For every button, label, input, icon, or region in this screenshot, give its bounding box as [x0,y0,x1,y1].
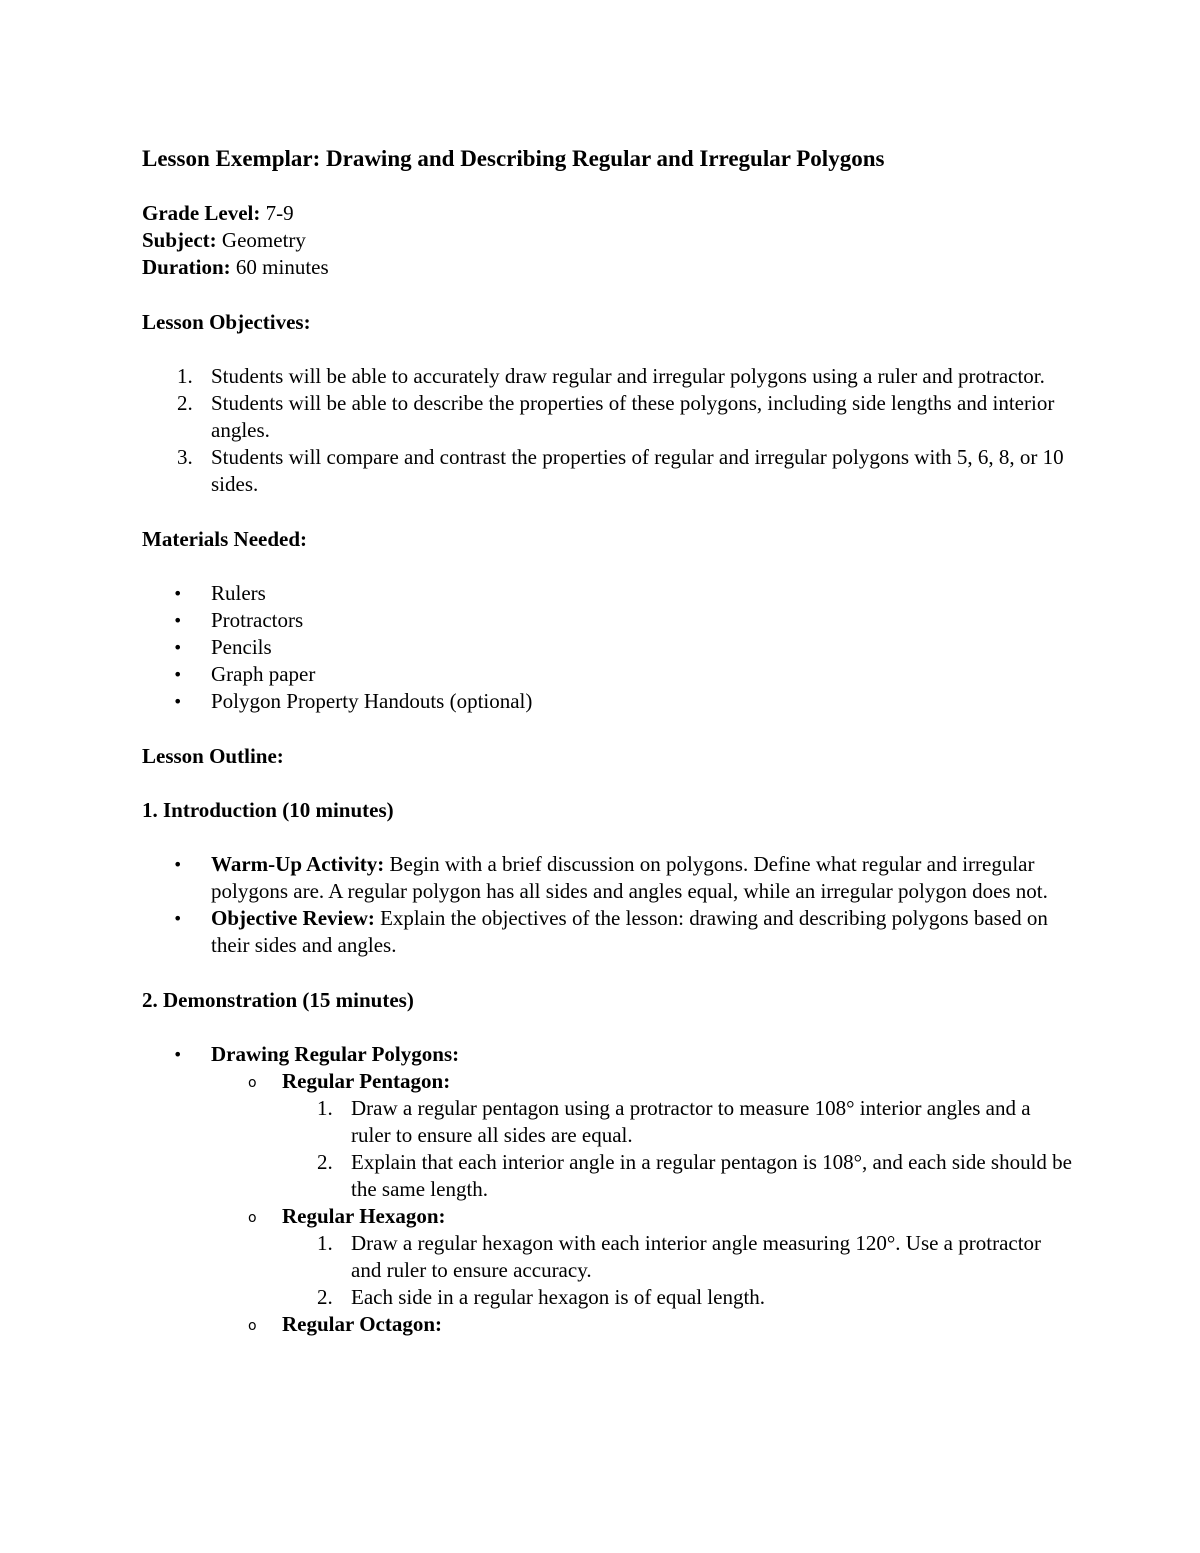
list-marker: 2. [317,1285,333,1309]
list-item [142,634,1072,661]
pentagon-label: Regular Pentagon: [282,1069,451,1093]
demonstration-list [142,1041,1072,1338]
bullet-icon: • [173,909,183,928]
duration-value: 60 minutes [230,255,329,279]
introduction-heading: 1. Introduction (10 minutes) [142,798,394,822]
hexagon-steps [282,1230,1072,1311]
lesson-title: Lesson Exemplar: Drawing and Describing Regular and Irregular Polygons [142,146,885,171]
list-item [142,580,1072,607]
duration-label: Duration: [142,255,231,279]
objective-text: Students will be able to accurately draw regular and irregular polygons using a ruler and protractor. [211,364,1045,388]
duration-line [142,254,1072,281]
list-item [142,1041,1072,1338]
list-item [142,851,1072,905]
list-marker: 1. [317,1096,333,1120]
list-item [211,1311,1072,1338]
list-item [142,661,1072,688]
list-marker: 1. [317,1231,333,1255]
grade-level-value: 7-9 [260,201,294,225]
step-text: Draw a regular hexagon with each interior angle measuring 120°. Use a protractor and ruler to ensure accuracy. [351,1231,1042,1282]
list-item [282,1230,1072,1284]
outline-heading: Lesson Outline: [142,744,284,768]
material-text: Graph paper [211,662,316,686]
objectives-list [142,363,1072,498]
subject-label: Subject: [142,228,217,252]
bullet-icon: • [173,855,183,874]
list-marker: 2. [317,1150,333,1174]
bullet-icon: • [173,584,183,603]
grade-level-line [142,200,1072,227]
list-item [142,607,1072,634]
bullet-icon: • [173,665,183,684]
material-text: Protractors [211,608,304,632]
list-item [142,905,1072,959]
bullet-icon: • [173,611,183,630]
materials-heading: Materials Needed: [142,527,308,551]
list-item [211,1203,1072,1311]
hexagon-label: Regular Hexagon: [282,1204,446,1228]
bullet-icon: • [173,638,183,657]
grade-level-label: Grade Level: [142,201,261,225]
warm-up-text: Begin with a brief discussion on polygons. Define what regular and irregular polygons are. A regular polygon has all sides and angles equal, while an irregular polygon does not. [211,852,1048,903]
material-text: Rulers [211,581,266,605]
introduction-list [142,851,1072,959]
octagon-label: Regular Octagon: [282,1312,443,1336]
step-text: Explain that each interior angle in a regular pentagon is 108°, and each side should be the same length. [351,1150,1072,1201]
subject-line [142,227,1072,254]
objectives-heading: Lesson Objectives: [142,310,311,334]
regular-polygons-list [211,1068,1072,1338]
list-item [142,444,1072,498]
bullet-icon: • [173,692,183,711]
document-page [142,144,1072,1338]
bullet-icon: • [173,1045,183,1064]
drawing-regular-label: Drawing Regular Polygons: [211,1042,460,1066]
objective-review-label: Objective Review: [211,906,375,930]
list-item [142,390,1072,444]
material-text: Polygon Property Handouts (optional) [211,689,533,713]
step-text: Draw a regular pentagon using a protractor to measure 108° interior angles and a ruler to ensure all sides are equal. [351,1096,1031,1147]
list-item [142,363,1072,390]
list-item [211,1068,1072,1203]
objective-text: Students will compare and contrast the properties of regular and irregular polygons with 5, 6, 8, or 10 sides. [211,445,1064,496]
list-item [142,688,1072,715]
list-item [282,1095,1072,1149]
list-marker: 2. [177,391,193,415]
warm-up-label: Warm-Up Activity: [211,852,385,876]
step-text: Each side in a regular hexagon is of equal length. [351,1285,766,1309]
list-marker: 3. [177,445,193,469]
list-item [282,1284,1072,1311]
circle-bullet-icon: o [248,1210,257,1226]
list-item [282,1149,1072,1203]
list-marker: 1. [177,364,193,388]
demonstration-heading: 2. Demonstration (15 minutes) [142,988,414,1012]
materials-list [142,580,1072,715]
subject-value: Geometry [216,228,306,252]
objective-review-text: Explain the objectives of the lesson: drawing and describing polygons based on their sides and angles. [211,906,1048,957]
circle-bullet-icon: o [248,1075,257,1091]
pentagon-steps [282,1095,1072,1203]
material-text: Pencils [211,635,272,659]
objective-text: Students will be able to describe the properties of these polygons, including side lengths and interior angles. [211,391,1055,442]
circle-bullet-icon: o [248,1318,257,1334]
